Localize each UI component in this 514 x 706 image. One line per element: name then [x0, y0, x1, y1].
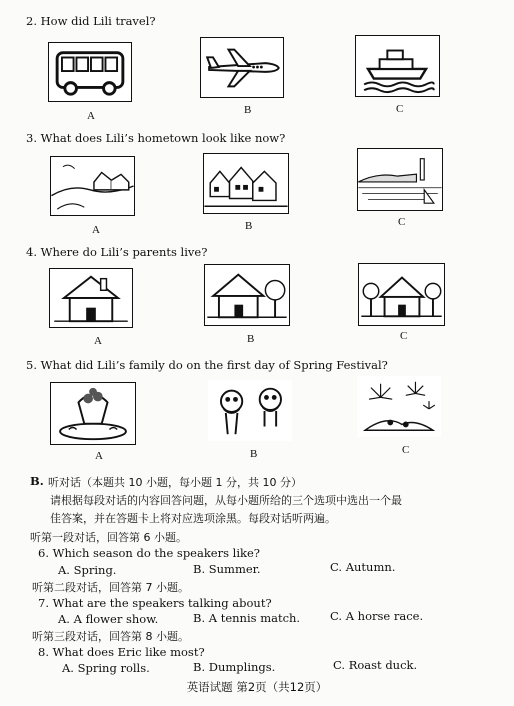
- option-image-5a[interactable]: [50, 382, 136, 445]
- option-label-5b: B: [250, 448, 258, 460]
- option-8c[interactable]: C. Roast duck.: [333, 658, 418, 672]
- bus-icon: [49, 43, 131, 101]
- option-6b[interactable]: B. Summer.: [193, 562, 261, 576]
- option-6c[interactable]: C. Autumn.: [330, 560, 396, 574]
- section-b-instruction-2: 佳答案，并在答题卡上将对应选项涂黑。每段对话听两遍。: [50, 512, 336, 525]
- option-label-2c: C: [396, 103, 404, 115]
- dialog-1-intro: 听第一段对话，回答第 6 小题。: [30, 531, 187, 544]
- question-8: 8. What does Eric like most?: [38, 645, 205, 659]
- option-8b[interactable]: B. Dumplings.: [193, 660, 276, 674]
- question-3: 3. What does Lili’s hometown look like now?: [26, 131, 286, 145]
- house-with-tree-icon: [205, 265, 289, 325]
- house-icon: [50, 269, 132, 327]
- fireworks-icon: [357, 376, 441, 437]
- option-7a[interactable]: A. A flower show.: [58, 612, 159, 626]
- option-image-4a[interactable]: [49, 268, 133, 328]
- house-with-trees-icon: [359, 264, 444, 325]
- lion-dance-icon: [208, 380, 292, 441]
- option-image-5b[interactable]: [207, 379, 293, 442]
- option-label-3a: A: [92, 224, 100, 236]
- option-label-3b: B: [245, 220, 253, 232]
- option-6a[interactable]: A. Spring.: [58, 563, 117, 577]
- section-b-instruction-1: 请根据每段对话的内容回答问题，从每小题所给的三个选项中选出一个最: [50, 494, 402, 507]
- option-image-4b[interactable]: [204, 264, 290, 326]
- option-8a[interactable]: A. Spring rolls.: [62, 661, 150, 675]
- question-4: 4. Where do Lili’s parents live?: [26, 245, 208, 259]
- dialog-2-intro: 听第二段对话，回答第 7 小题。: [32, 581, 189, 594]
- option-image-3b[interactable]: [203, 153, 289, 214]
- question-2: 2. How did Lili travel?: [26, 14, 156, 28]
- option-label-4c: C: [400, 330, 408, 342]
- option-image-2c[interactable]: [355, 35, 440, 97]
- option-image-3c[interactable]: [357, 148, 443, 211]
- ship-icon: [356, 36, 439, 96]
- option-label-2a: A: [87, 110, 95, 122]
- option-image-3a[interactable]: [50, 156, 135, 216]
- option-image-4c[interactable]: [358, 263, 445, 326]
- option-image-2a[interactable]: [48, 42, 132, 102]
- option-label-4a: A: [94, 335, 102, 347]
- dialog-3-intro: 听第三段对话，回答第 8 小题。: [32, 630, 189, 643]
- option-image-5c[interactable]: [356, 375, 442, 438]
- airplane-icon: [201, 38, 283, 97]
- option-label-3c: C: [398, 216, 406, 228]
- question-7: 7. What are the speakers talking about?: [38, 596, 272, 610]
- section-b-title: 听对话（本题共 10 小题，每小题 1 分，共 10 分）: [48, 476, 302, 489]
- section-b-heading: B.: [30, 474, 44, 488]
- question-5: 5. What did Lili’s family do on the first day of Spring Festival?: [26, 358, 388, 372]
- option-7b[interactable]: B. A tennis match.: [193, 611, 301, 625]
- page-footer: 英语试题 第2页（共12页）: [186, 680, 328, 694]
- option-7c[interactable]: C. A horse race.: [330, 609, 424, 623]
- option-label-2b: B: [244, 104, 252, 116]
- question-6: 6. Which season do the speakers like?: [38, 546, 260, 560]
- dumplings-icon: [51, 383, 135, 444]
- seaside-town-icon: [358, 149, 442, 210]
- town-icon: [204, 154, 288, 213]
- village-icon: [51, 157, 134, 215]
- option-label-4b: B: [247, 333, 255, 345]
- option-label-5c: C: [402, 444, 410, 456]
- option-label-5a: A: [95, 450, 103, 462]
- option-image-2b[interactable]: [200, 37, 284, 98]
